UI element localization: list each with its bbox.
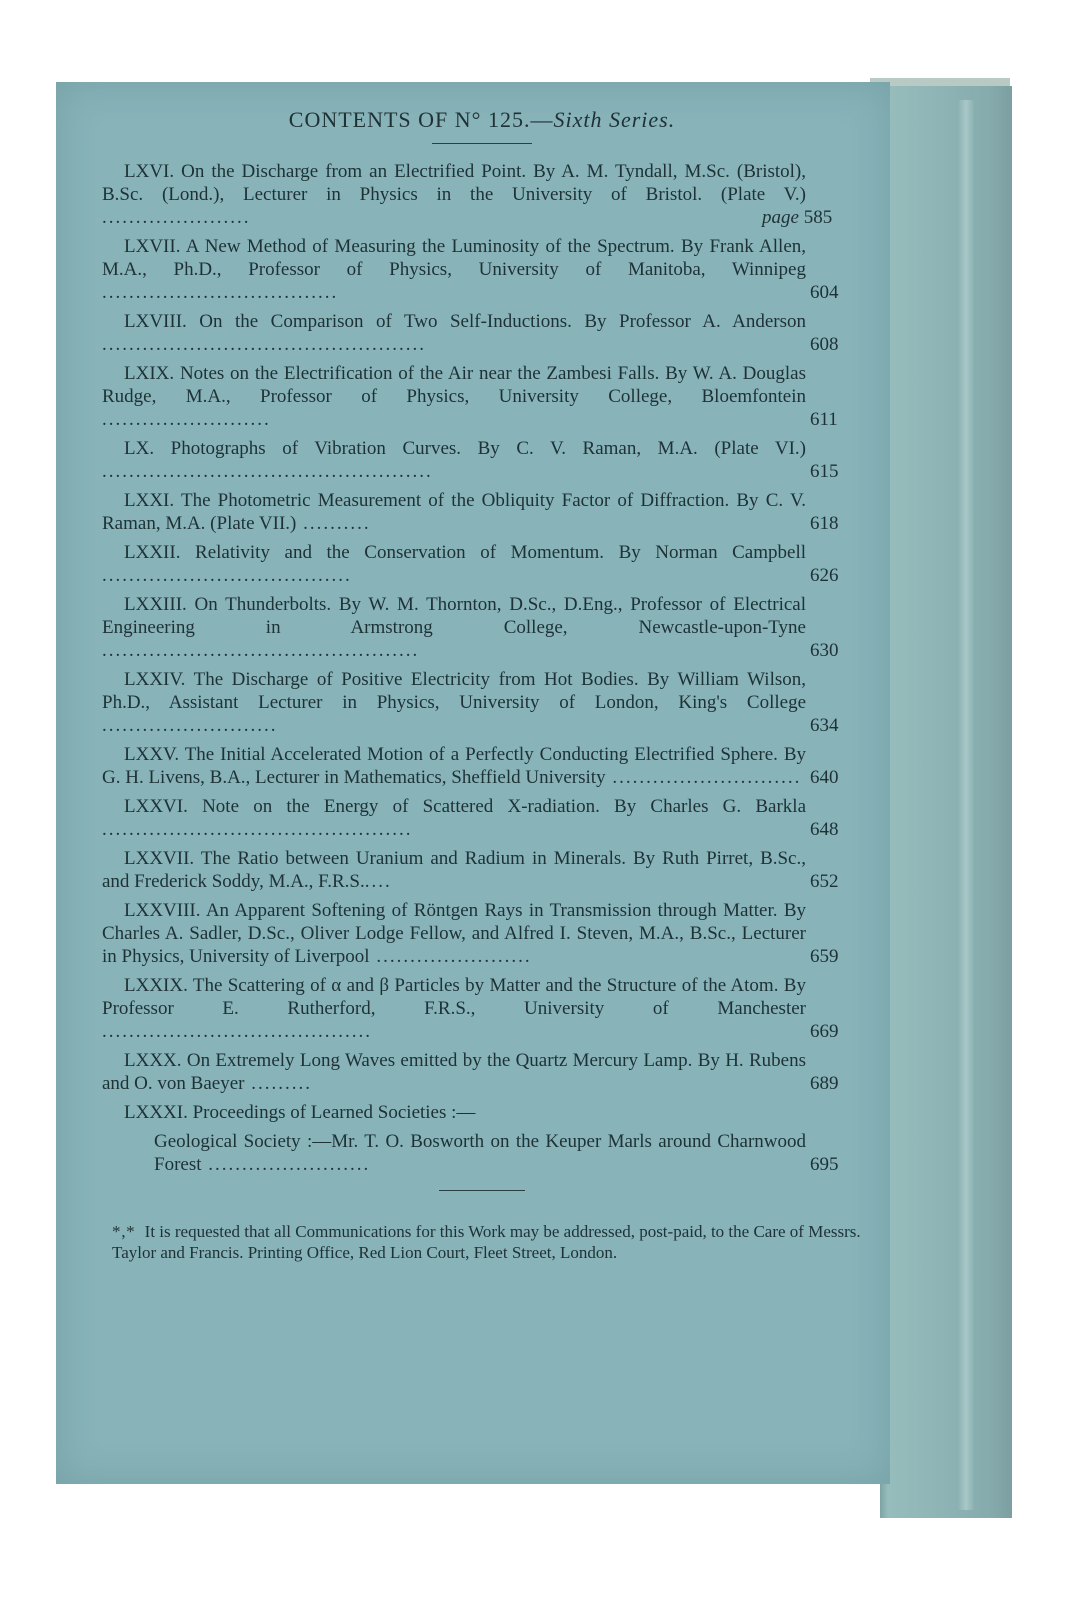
page-number-value: 669 <box>810 1021 839 1042</box>
series-text: Sixth Series. <box>553 107 676 132</box>
contents-entry <box>102 593 862 662</box>
entry-number: LXXIX. <box>124 975 188 996</box>
dot-leader: .... <box>364 871 392 892</box>
page-title <box>102 108 862 131</box>
dot-leader: ................................................. <box>102 461 433 482</box>
page-word: page <box>762 207 799 228</box>
entry-page-number <box>810 460 862 483</box>
entry-number: LXXII. <box>124 542 181 563</box>
footer-note <box>102 1221 862 1263</box>
entry-page-number: 695 <box>810 1154 839 1175</box>
contents-entry <box>102 1049 862 1095</box>
contents-entry <box>102 795 862 841</box>
entry-number: LXXIII. <box>124 594 187 615</box>
spine-edge <box>958 100 974 1510</box>
entry-number: LXXVI. <box>124 796 188 817</box>
entry-number: LXXXI. <box>124 1102 188 1123</box>
page-number-value: 652 <box>810 871 839 892</box>
contents-entry <box>102 1101 862 1124</box>
entry-number: LXXIV. <box>124 669 186 690</box>
page-number-value: 689 <box>810 1073 839 1094</box>
entry-page-number <box>810 1072 862 1095</box>
page-number-value: 634 <box>810 715 839 736</box>
entry-page-number <box>810 870 862 893</box>
entry-number: LXXVIII. <box>124 900 201 921</box>
dot-leader: ........................ <box>201 1154 371 1175</box>
entry-number: LXXI. <box>124 490 175 511</box>
page-number-value: 640 <box>810 767 839 788</box>
dot-leader: ............................ <box>605 767 802 788</box>
entry-title: Note on the Energy of Scattered X-radiation. By Charles G. Barkla <box>202 796 807 817</box>
entry-title: Notes on the Electrification of the Air near the Zambesi Falls. By W. A. Douglas Rudge, M.A., Professor of Physics, University College, Bloemfontein <box>102 363 807 407</box>
dot-leader: ....................... <box>369 946 532 967</box>
entry-page-number <box>810 281 862 304</box>
entry-page-number <box>810 766 862 789</box>
dot-leader: ................................... <box>102 282 339 303</box>
page-number-value: 611 <box>810 409 838 430</box>
contents-entry <box>102 235 862 304</box>
entry-title: Proceedings of Learned Societies :— <box>192 1102 476 1123</box>
entry-title: The Discharge of Positive Electricity from Hot Bodies. By William Wilson, Ph.D., Assistant Lecturer in Physics, University of London, King's College <box>102 669 806 713</box>
entry-title: On Extremely Long Waves emitted by the Quartz Mercury Lamp. By H. Rubens and O. von Baeyer <box>102 1050 807 1094</box>
entry-title: The Scattering of α and β Particles by Matter and the Structure of the Atom. By Professor E. Rutherford, F.R.S., University of Manchester <box>102 975 806 1019</box>
contents-entry <box>102 743 862 789</box>
entry-page-number <box>762 206 862 229</box>
entry-page-number <box>810 408 862 431</box>
entry-number: LXXV. <box>124 744 180 765</box>
contents-entry <box>102 847 862 893</box>
entry-number: LXVII. <box>124 236 181 257</box>
entry-title: An Apparent Softening of Röntgen Rays in Transmission through Matter. By Charles A. Sadler, D.Sc., Oliver Lodge Fellow, and Alfred I. Steven, M.A., B.Sc., Lecturer in Physics, University of Liverpool <box>102 900 806 967</box>
page-number-value: 615 <box>810 461 839 482</box>
entry-number: LXXX. <box>124 1050 182 1071</box>
contents-list <box>102 160 862 1176</box>
page-number-value: 626 <box>810 565 839 586</box>
title-text: CONTENTS OF N° 125.— <box>288 107 554 132</box>
dot-leader: .............................................. <box>102 819 413 840</box>
contents-entry <box>102 310 862 356</box>
dot-leader: ......... <box>244 1073 312 1094</box>
spine <box>880 86 1012 1518</box>
page-number-value: 604 <box>810 282 839 303</box>
entry-page-number <box>810 639 862 662</box>
entry-title: Relativity and the Conservation of Momentum. By Norman Campbell <box>195 542 807 563</box>
entry-title: The Initial Accelerated Motion of a Perfectly Conducting Electrified Sphere. By G. H. Livens, B.A., Lecturer in Mathematics, Sheffield University <box>102 744 806 788</box>
page-number-value: 648 <box>810 819 839 840</box>
page-number-value: 659 <box>810 946 839 967</box>
entry-number: LXVI. <box>124 161 175 182</box>
entry-title: On the Comparison of Two Self-Inductions. By Professor A. Anderson <box>199 311 807 332</box>
contents-entry <box>102 362 862 431</box>
footer-divider <box>439 1190 525 1191</box>
contents-entry <box>102 974 862 1043</box>
entry-number: LXXVII. <box>124 848 195 869</box>
contents-entry <box>102 489 862 535</box>
contents-subentry <box>102 1130 862 1176</box>
entry-title: The Photometric Measurement of the Obliquity Factor of Diffraction. By C. V. Raman, M.A. (Plate VII.) <box>102 490 806 534</box>
entry-page-number <box>810 714 862 737</box>
entry-page-number <box>810 512 862 535</box>
entry-title: The Ratio between Uranium and Radium in Minerals. By Ruth Pirret, B.Sc., and Frederick Soddy, M.A., F.R.S. <box>102 848 806 892</box>
dot-leader: ........................................ <box>102 1021 372 1042</box>
asterism-icon: *‚* <box>112 1222 135 1241</box>
page-number-value: 618 <box>810 513 839 534</box>
dot-leader: .......................... <box>102 715 278 736</box>
subentry-title: Geological Society :—Mr. T. O. Bosworth on the Keuper Marls around Charnwood Forest <box>154 1131 806 1175</box>
entry-page-number <box>810 818 862 841</box>
entry-number: LXVIII. <box>124 311 187 332</box>
entry-number: LXIX. <box>124 363 175 384</box>
entry-page-number <box>810 564 862 587</box>
contents-entry <box>102 668 862 737</box>
page-number-value: 630 <box>810 640 839 661</box>
contents-entry <box>102 541 862 587</box>
entry-page-number <box>810 945 862 968</box>
contents-page <box>102 108 862 1263</box>
dot-leader: ......................... <box>102 409 271 430</box>
entry-title: Photographs of Vibration Curves. By C. V. Raman, M.A. (Plate VI.) <box>170 438 807 459</box>
contents-entry <box>102 899 862 968</box>
title-divider <box>432 143 532 144</box>
dot-leader: ..................................... <box>102 565 352 586</box>
contents-entry <box>102 437 862 483</box>
entry-number: LX. <box>124 438 155 459</box>
entry-title: On Thunderbolts. By W. M. Thornton, D.Sc., D.Eng., Professor of Electrical Engineering in Armstrong College, Newcastle-upon-Tyne <box>102 594 807 638</box>
footer-note-text: It is requested that all Communications for this Work may be addressed, post-paid, to the Care of Messrs. Taylor and Francis. Printing Office, Red Lion Court, Fleet Street, London. <box>112 1222 861 1262</box>
entry-title: On the Discharge from an Electrified Point. By A. M. Tyndall, M.Sc. (Bristol), B.Sc. (Lond.), Lecturer in Physics in the University of Bristol. (Plate V.) <box>102 161 806 205</box>
entry-page-number <box>810 333 862 356</box>
page-number-value: 608 <box>810 334 839 355</box>
contents-entry <box>102 160 862 229</box>
entry-page-number <box>810 1020 862 1043</box>
dot-leader: ............................................... <box>102 640 420 661</box>
page-number-value: 585 <box>803 207 833 228</box>
entry-title: A New Method of Measuring the Luminosity of the Spectrum. By Frank Allen, M.A., Ph.D., Professor of Physics, University of Manitoba, Winnipeg <box>102 236 807 280</box>
dot-leader: ................................................ <box>102 334 426 355</box>
dot-leader: .......... <box>296 513 371 534</box>
dot-leader: ...................... <box>102 207 251 228</box>
